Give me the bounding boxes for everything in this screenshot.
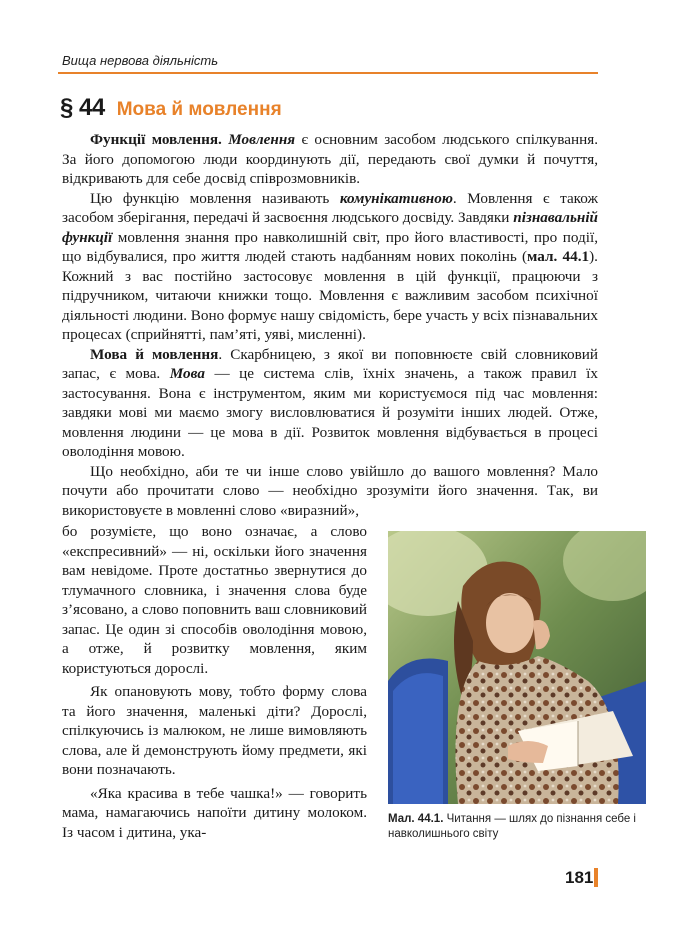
header-rule bbox=[58, 72, 598, 74]
paragraph-children bbox=[62, 682, 367, 780]
paragraph-text: — це система слів, їхніх значень, а також правил їх застосування. Вона є інструментом, яким ми користуємося під час мовлення: завдяки мові ми маємо змогу висловлюватися й розуміти інших людей. Отже, мовлення людини — це мова в дії. Розвиток мовлення відбувається в процесі оволодіння мовою. bbox=[62, 365, 598, 460]
paragraph-word-meaning bbox=[62, 462, 598, 521]
term-communicative: комунікативною bbox=[339, 189, 453, 207]
term-speech: Мовлення bbox=[228, 131, 296, 148]
paragraph-text: ). Кожний з вас постійно застосовує мовлення в цій функції, працюючи з підручником, читаючи книжки тощо. Мовлення є важливим засобом психічної діяльності людини. Воно формує нашу свідомість, бере участь у всіх пізнавальних процесах (сприйнятті, пам’яті, уяві, мисленні). bbox=[62, 248, 598, 343]
figure-caption-text: Читання — шлях до пізнання себе і навколишнього світу bbox=[388, 813, 636, 840]
paragraph-text: «Яка красива в тебе чашка!» — говорить мама, намагаючись напоїти дитину молоком. Із часом і дитина, ука- bbox=[62, 784, 367, 841]
paragraph-communicative bbox=[62, 189, 598, 345]
figure-caption bbox=[388, 812, 650, 842]
paragraph-text: Цю функцію мовлення називають bbox=[90, 189, 340, 207]
paragraph-text: Як опановують мову, тобто форму слова та його значення, маленькі діти? Дорослі, спілкуючись із малюком, не лише вимовляють слова, але й демонструють йому предмети, які вони позначають. bbox=[62, 683, 367, 778]
running-head: Вища нервова діяльність bbox=[62, 53, 219, 68]
paragraph-text: . Скарбницею, з якої ви поповнюєте свій словниковий запас, є мова. bbox=[62, 345, 598, 382]
figure-reference: мал. 44.1 bbox=[527, 248, 590, 265]
paragraph-text: є основним засобом людського спілкування. За його допомогою люди координують дії, передають свої думки й почуття, відкривають для себе досвід співрозмовників. bbox=[62, 131, 599, 187]
run-in-heading: Функції мовлення. bbox=[90, 131, 222, 148]
paragraph-word-meaning-continued bbox=[62, 522, 367, 678]
section-number: § 44 bbox=[60, 94, 105, 121]
section-heading bbox=[60, 94, 282, 122]
page-number: 181 bbox=[565, 868, 594, 887]
section-title: Мова й мовлення bbox=[116, 99, 282, 120]
paragraph-example bbox=[62, 784, 367, 843]
page-number-marker bbox=[594, 868, 598, 887]
girl-reading-illustration bbox=[388, 531, 646, 804]
body-text-full bbox=[62, 130, 598, 520]
paragraph-text: . Мовлення є також засобом зберігання, передачі й засвоєння людського досвіду. Завдяки bbox=[62, 189, 598, 226]
term-cognitive: пізнавальній функції bbox=[62, 209, 598, 246]
paragraph-text: бо розумієте, що воно означає, а слово «експресивний» — ні, оскільки його значення вам невідоме. Проте достатньо звернутися до тлумачного словника, і значення слова буде з’ясовано, а слово поповнить ваш словниковий запас. Це один зі способів оволодіння мовою, а отже, й розвитку мовлення, яким користуються дорослі. bbox=[62, 523, 367, 677]
figure-girl-reading bbox=[388, 531, 646, 804]
figure-label: Мал. 44.1. bbox=[388, 813, 444, 825]
paragraph-functions bbox=[62, 130, 598, 189]
run-in-heading: Мова й мовлення bbox=[90, 345, 219, 363]
term-language: Мова bbox=[169, 365, 205, 382]
paragraph-text: Що необхідно, аби те чи інше слово увійшло до вашого мовлення? Мало почути або прочитати слово — необхідно зрозуміти його значення. Так, ви використовуєте в мовленні слово «виразний», bbox=[62, 462, 598, 519]
paragraph-language bbox=[62, 345, 598, 462]
paragraph-text: мовлення знання про навколишній світ, про його властивості, про події, що відбувалися, про життя людей стають надбанням нових поколінь ( bbox=[62, 228, 598, 265]
body-text-wrapped bbox=[62, 522, 367, 846]
